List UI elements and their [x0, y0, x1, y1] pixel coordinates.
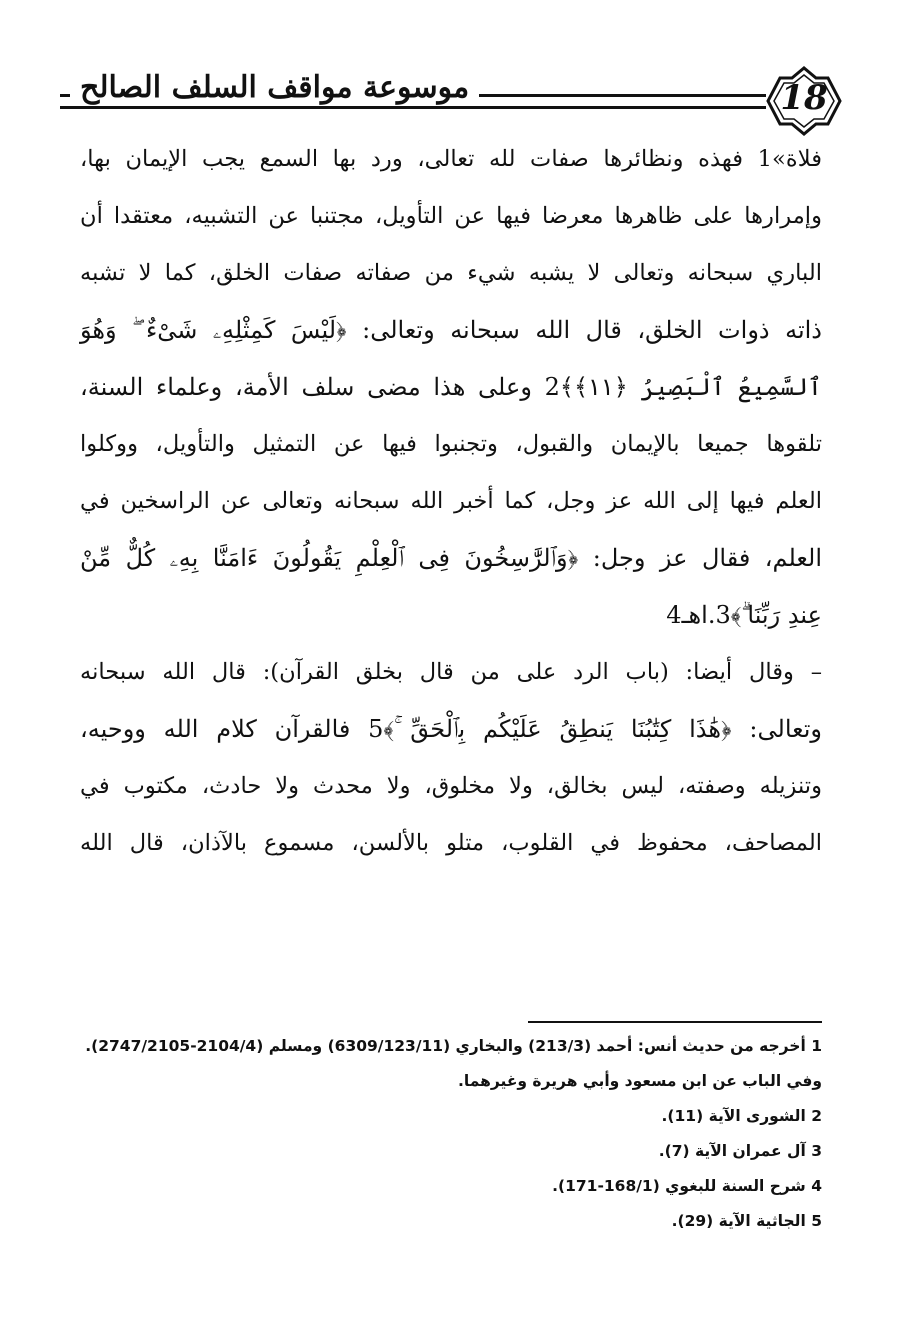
text-line: المصاحف، محفوظ في القلوب، متلو بالألسن، مسموع بالآذان، قال الله: [80, 830, 822, 856]
text-line: الباري سبحانه وتعالى لا يشبه شيء من صفاته صفات الخلق، كما لا تشبه: [80, 260, 822, 286]
text-line: وتعالى: ﴿هَٰذَا كِتَٰبُنَا يَنطِقُ عَلَيْكُم بِٱلْحَقِّ ۚ﴾5 فالقرآن كلام الله ووحيه،: [80, 715, 822, 743]
text-line: وإمرارها على ظاهرها معرضا فيها عن التأويل، مجتنبا عن التشبيه، معتقدا أن: [80, 203, 822, 229]
footnote: 5 الجاثية الآية (29).: [671, 1212, 822, 1230]
main-text: [80, 140, 822, 881]
text-line: العلم فيها إلى الله عز وجل، كما أخبر الله سبحانه وتعالى عن الراسخين في: [80, 488, 822, 514]
footnote: وفي الباب عن ابن مسعود وأبي هريرة وغيرهما.: [458, 1072, 822, 1090]
footnote: 3 آل عمران الآية (7).: [658, 1142, 822, 1160]
footnote: 4 شرح السنة للبغوي (168/1-171).: [552, 1177, 822, 1195]
page-number-badge: [758, 64, 850, 138]
text-line: فلاة»1 فهذه ونظائرها صفات لله تعالى، ورد بها السمع يجب الإيمان بها،: [80, 146, 822, 172]
footnote-separator: [528, 1021, 822, 1023]
text-line: عِندِ رَبِّنَا ۗ﴾3.اهـ4: [666, 601, 822, 629]
text-line: تلقوها جميعا بالإيمان والقبول، وتجنبوا فيها عن التمثيل والتأويل، ووكلوا: [80, 431, 822, 457]
footnotes: [80, 1036, 822, 1246]
page-header: [60, 60, 850, 142]
text-line: ذاته ذوات الخلق، قال الله سبحانه وتعالى: ﴿لَيْسَ كَمِثْلِهِۦ شَىْءٌ ۖ وَهُوَ: [80, 316, 822, 344]
book-title: موسوعة مواقف السلف الصالح: [70, 70, 479, 105]
page-number: 18: [780, 78, 828, 118]
footnote: 2 الشورى الآية (11).: [661, 1107, 822, 1125]
text-line: العلم، فقال عز وجل: ﴿وَٱلرَّٰسِخُونَ فِى ٱلْعِلْمِ يَقُولُونَ ءَامَنَّا بِهِۦ كُلٌّ مِّنْ: [80, 544, 822, 572]
text-line: – وقال أيضا: (باب الرد على من قال بخلق القرآن): قال الله سبحانه: [80, 659, 822, 685]
text-line: وتنزيله وصفته، ليس بخالق، ولا مخلوق، ولا محدث ولا حادث، مكتوب في: [80, 773, 822, 799]
footnote: 1 أخرجه من حديث أنس: أحمد (213/3) والبخاري (6309/123/11) ومسلم (2104/4-2747/2105).: [85, 1037, 822, 1055]
text-line: ٱلسَّمِيعُ ٱلْبَصِيرُ ﴿١١﴾﴾2 وعلى هذا مضى سلف الأمة، وعلماء السنة،: [80, 373, 822, 401]
